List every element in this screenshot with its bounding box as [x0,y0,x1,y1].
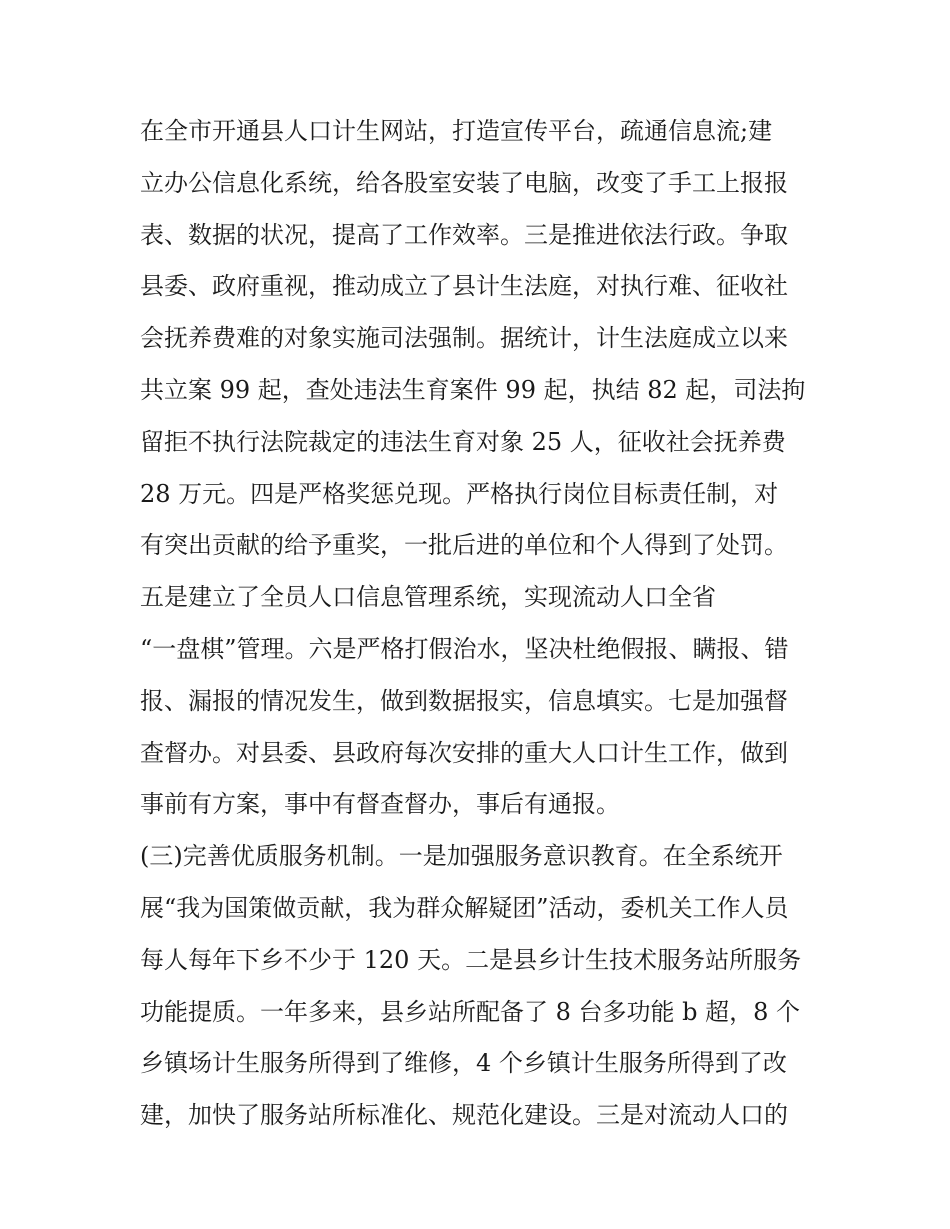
text-line: 会抚养费难的对象实施司法强制。据统计，计生法庭成立以来 [140,324,788,353]
text-line: 共立案 99 起，查处违法生育案件 99 起，执结 82 起，司法拘 [140,375,806,404]
text-line: 查督办。对县委、县政府每次安排的重大人口计生工作，做到 [140,738,788,767]
text-line: 28 万元。四是严格奖惩兑现。严格执行岗位目标责任制，对 [140,479,779,508]
text-line: (三)完善优质服务机制。一是加强服务意识教育。在全系统开 [140,842,783,871]
text-line: 报、漏报的情况发生，做到数据报实，信息填实。七是加强督 [140,686,788,715]
text-line: 有突出贡献的给予重奖，一批后进的单位和个人得到了处罚。 [140,531,788,560]
text-line: 每人每年下乡不少于 120 天。二是县乡计生技术服务站所服务 [140,945,802,974]
text-line: 五是建立了全员人口信息管理系统，实现流动人口全省 [140,583,716,612]
text-line: 建，加快了服务站所标准化、规范化建设。三是对流动人口的 [140,1101,788,1130]
text-line: 事前有方案，事中有督查督办，事后有通报。 [140,790,620,819]
text-line: 立办公信息化系统，给各股室安装了电脑，改变了手工上报报 [140,168,788,197]
text-line: 乡镇场计生服务所得到了维修，4 个乡镇计生服务所得到了改 [140,1049,787,1078]
document-body-text [140,106,820,1142]
text-line: 在全市开通县人口计生网站，打造宣传平台，疏通信息流;建 [140,117,773,145]
text-line: 功能提质。一年多来，县乡站所配备了 8 台多功能 b 超，8 个 [140,997,801,1026]
text-line: 表、数据的状况，提高了工作效率。三是推进依法行政。争取 [140,220,788,249]
text-line: 留拒不执行法院裁定的违法生育对象 25 人，征收社会抚养费 [140,427,786,456]
text-line: 展“我为国策做贡献，我为群众解疑团”活动，委机关工作人员 [140,893,789,922]
text-line: 县委、政府重视，推动成立了县计生法庭，对执行难、征收社 [140,272,788,301]
text-line: “一盘棋”管理。六是严格打假治水，坚决杜绝假报、瞒报、错 [140,634,789,663]
